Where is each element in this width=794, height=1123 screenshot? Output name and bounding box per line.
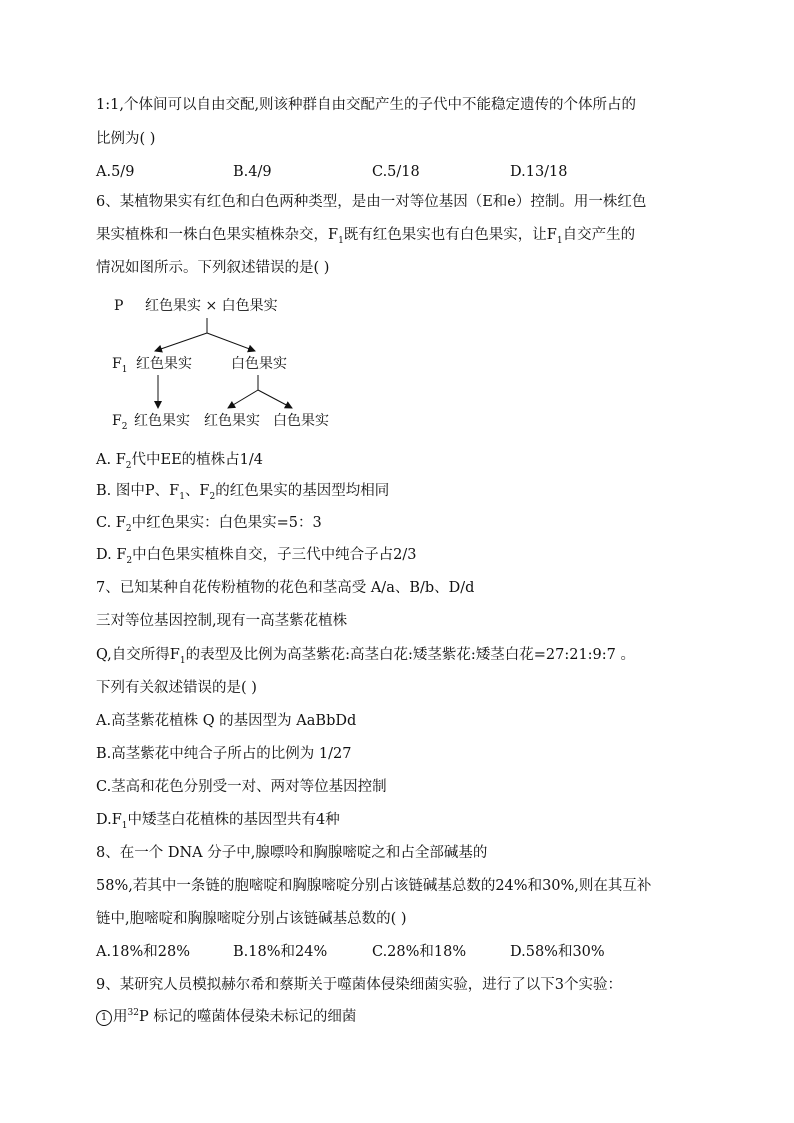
q5-stem-line1: 1:1,个体间可以自由交配,则该种群自由交配产生的子代中不能稳定遗传的个体所占的	[96, 97, 637, 113]
q7-option-c: C.茎高和花色分别受一对、两对等位基因控制	[96, 779, 387, 795]
diagram-f2-white: 白色果实	[273, 413, 329, 429]
diagram-p-label: P	[114, 298, 124, 314]
q5-option-a: A.5/9	[96, 164, 135, 180]
q5-option-b: B.4/9	[233, 164, 272, 180]
q6-option-d: D. $F_2$中白色果实植株自交，子三代中纯合子占2/3	[96, 547, 417, 566]
q8-stem-line2: 58%,若其中一条链的胞嘧啶和胸腺嘧啶分别占该链碱基总数的24%和30%,则在其互补	[96, 878, 652, 894]
q5-option-c: C.5/18	[372, 164, 420, 180]
q6-option-c: C. $F_2$中红色果实：白色果实=5：3	[96, 515, 322, 534]
diagram-f1-white: 白色果实	[231, 356, 287, 372]
q8-option-d: D.58%和30%	[510, 944, 605, 960]
diagram-f2-label: $F_2$	[112, 413, 128, 432]
q7-stem-line2: 三对等位基因控制,现有一高茎紫花植株	[96, 613, 348, 629]
q7-stem-line4: 下列有关叙述错误的是( )	[96, 680, 257, 696]
diagram-f1-label: $F_1$	[112, 356, 128, 375]
arrow-p-to-f1-red	[155, 333, 207, 351]
diagram-f1-red: 红色果实	[136, 356, 192, 372]
q6-option-b: B. 图中P、$F_1$、$F_2$的红色果实的基因型均相同	[96, 483, 390, 502]
q7-option-a: A.高茎紫花植株 Q 的基因型为 AaBbDd	[96, 713, 357, 729]
q6-stem-line3: 情况如图所示。下列叙述错误的是( )	[96, 260, 330, 276]
q8-option-a: A.18%和28%	[96, 944, 191, 960]
q6-option-a: A. $F_2$代中EE的植株占1/4	[96, 452, 264, 471]
q7-option-b: B.高茎紫花中纯合子所占的比例为 1/27	[96, 746, 352, 762]
q6-stem-line1: 6、某植物果实有红色和白色两种类型，是由一对等位基因（E和e）控制。用一株红色	[96, 194, 647, 210]
arrow-f1-white-to-f2-red	[228, 390, 258, 408]
q8-option-b: B.18%和24%	[233, 944, 328, 960]
q7-stem-line1: 7、已知某种自花传粉植物的花色和茎高受 A/a、B/b、D/d	[96, 580, 475, 596]
circled-number: 1	[96, 1010, 112, 1026]
diagram-f2-red-2: 红色果实	[204, 413, 260, 429]
q7-stem-line3: Q,自交所得$F_1$的表型及比例为高茎紫花:高茎白花:矮茎紫花:矮茎白花=27:21:9:7 。	[96, 647, 635, 666]
q9-item-1: 1 用$^{32}$P 标记的噬菌体侵染未标记的细菌	[96, 1007, 356, 1027]
q5-stem-line2: 比例为( )	[96, 131, 156, 147]
q8-option-c: C.28%和18%	[372, 944, 467, 960]
q9-stem-line1: 9、某研究人员模拟赫尔希和蔡斯关于噬菌体侵染细菌实验，进行了以下3个实验：	[96, 977, 622, 993]
q6-stem-line2: 果实植株和一株白色果实植株杂交，$F_1$既有红色果实也有白色果实，让$F_1$自交产生的	[96, 227, 636, 246]
diagram-f2-red: 红色果实	[134, 413, 190, 429]
q7-option-d: $D.F_1$中矮茎白花植株的基因型共有4种	[96, 812, 340, 831]
q8-stem-line1: 8、在一个 DNA 分子中,腺嘌呤和胸腺嘧啶之和占全部碱基的	[96, 845, 488, 861]
arrow-p-to-f1-white	[207, 333, 255, 351]
arrow-f1-white-to-f2-white	[258, 390, 292, 408]
q8-stem-line3: 链中,胞嘧啶和胸腺嘧啶分别占该链碱基总数的( )	[96, 911, 407, 927]
q5-option-d: D.13/18	[510, 164, 568, 180]
diagram-p-cross: 红色果实 × 白色果实	[145, 298, 278, 314]
